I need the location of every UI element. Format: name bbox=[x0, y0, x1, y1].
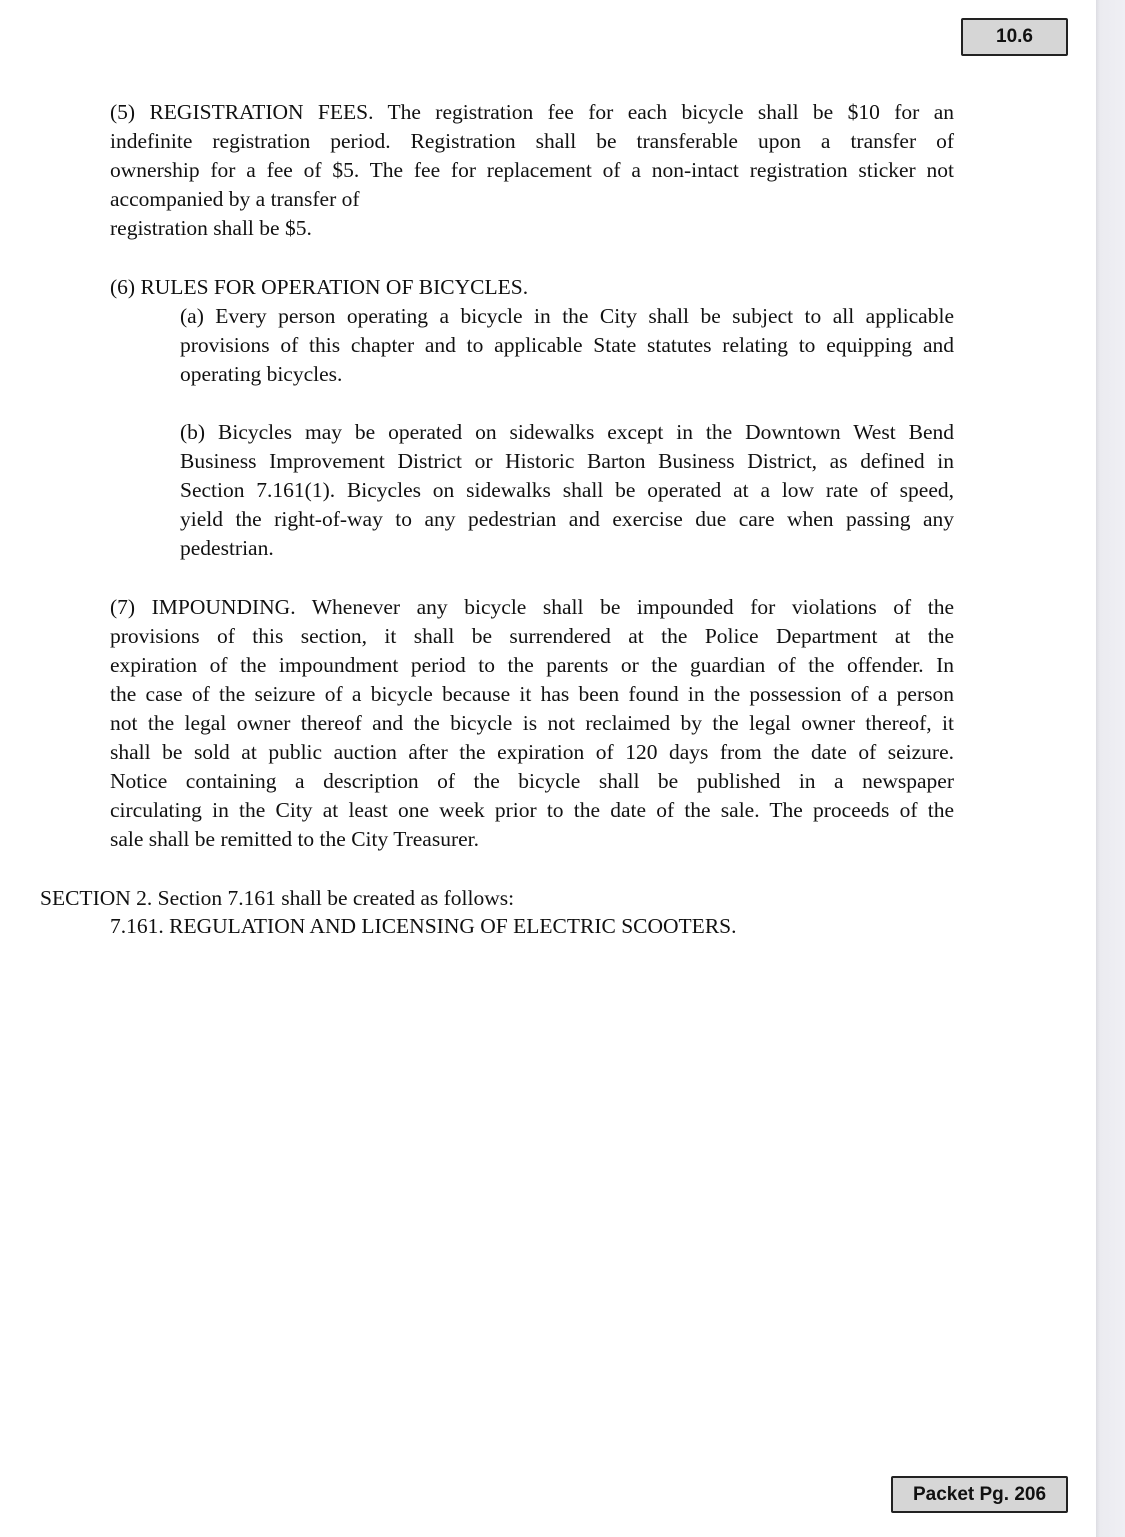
text-line: Business Improvement District or Historic Barton Business District, as defined in bbox=[180, 449, 954, 473]
section-7-impounding bbox=[110, 593, 954, 854]
agenda-item-number-badge: 10.6 bbox=[961, 18, 1068, 56]
section-7-161-title: 7.161. REGULATION AND LICENSING OF ELECTRIC SCOOTERS. bbox=[110, 914, 737, 938]
section-5-registration-fees bbox=[110, 98, 954, 243]
section-6-heading: (6) RULES FOR OPERATION OF BICYCLES. bbox=[110, 275, 529, 299]
text-line: expiration of the impoundment period to the parents or the guardian of the offender. In bbox=[110, 653, 954, 677]
text-line: (7) IMPOUNDING. Whenever any bicycle shall be impounded for violations of the bbox=[110, 595, 954, 619]
text-line: operating bicycles. bbox=[180, 362, 343, 386]
text-line: accompanied by a transfer of bbox=[110, 187, 360, 211]
text-line: yield the right-of-way to any pedestrian and exercise due care when passing any bbox=[180, 507, 954, 531]
text-line: provisions of this chapter and to applicable State statutes relating to equipping and bbox=[180, 333, 954, 357]
text-line: indefinite registration period. Registration shall be transferable upon a transfer of bbox=[110, 129, 954, 153]
text-line: ownership for a fee of $5. The fee for replacement of a non-intact registration sticker not bbox=[110, 158, 954, 182]
text-line: (b) Bicycles may be operated on sidewalks except in the Downtown West Bend bbox=[180, 420, 954, 444]
text-line: (5) REGISTRATION FEES. The registration fee for each bicycle shall be $10 for an bbox=[110, 100, 954, 124]
text-line: sale shall be remitted to the City Treasurer. bbox=[110, 827, 480, 851]
viewer-side-gutter bbox=[1096, 0, 1125, 1537]
text-line: Section 7.161(1). Bicycles on sidewalks shall be operated at a low rate of speed, bbox=[180, 478, 954, 502]
text-line: pedestrian. bbox=[180, 536, 274, 560]
text-line: not the legal owner thereof and the bicycle is not reclaimed by the legal owner thereof, it bbox=[110, 711, 954, 735]
text-line: Notice containing a description of the bicycle shall be published in a newspaper bbox=[110, 769, 954, 793]
section-6b-paragraph bbox=[180, 418, 954, 563]
text-line: circulating in the City at least one week prior to the date of the sale. The proceeds of the bbox=[110, 798, 954, 822]
text-line: the case of the seizure of a bicycle because it has been found in the possession of a person bbox=[110, 682, 954, 706]
text-line: provisions of this section, it shall be surrendered at the Police Department at the bbox=[110, 624, 954, 648]
text-line: shall be sold at public auction after the expiration of 120 days from the date of seizure. bbox=[110, 740, 954, 764]
section-6a-paragraph bbox=[180, 302, 954, 389]
text-line: registration shall be $5. bbox=[110, 216, 312, 240]
packet-page-badge: Packet Pg. 206 bbox=[891, 1476, 1068, 1513]
text-line: (a) Every person operating a bicycle in the City shall be subject to all applicable bbox=[180, 304, 954, 328]
section-2-heading: SECTION 2. Section 7.161 shall be created as follows: bbox=[40, 886, 515, 910]
